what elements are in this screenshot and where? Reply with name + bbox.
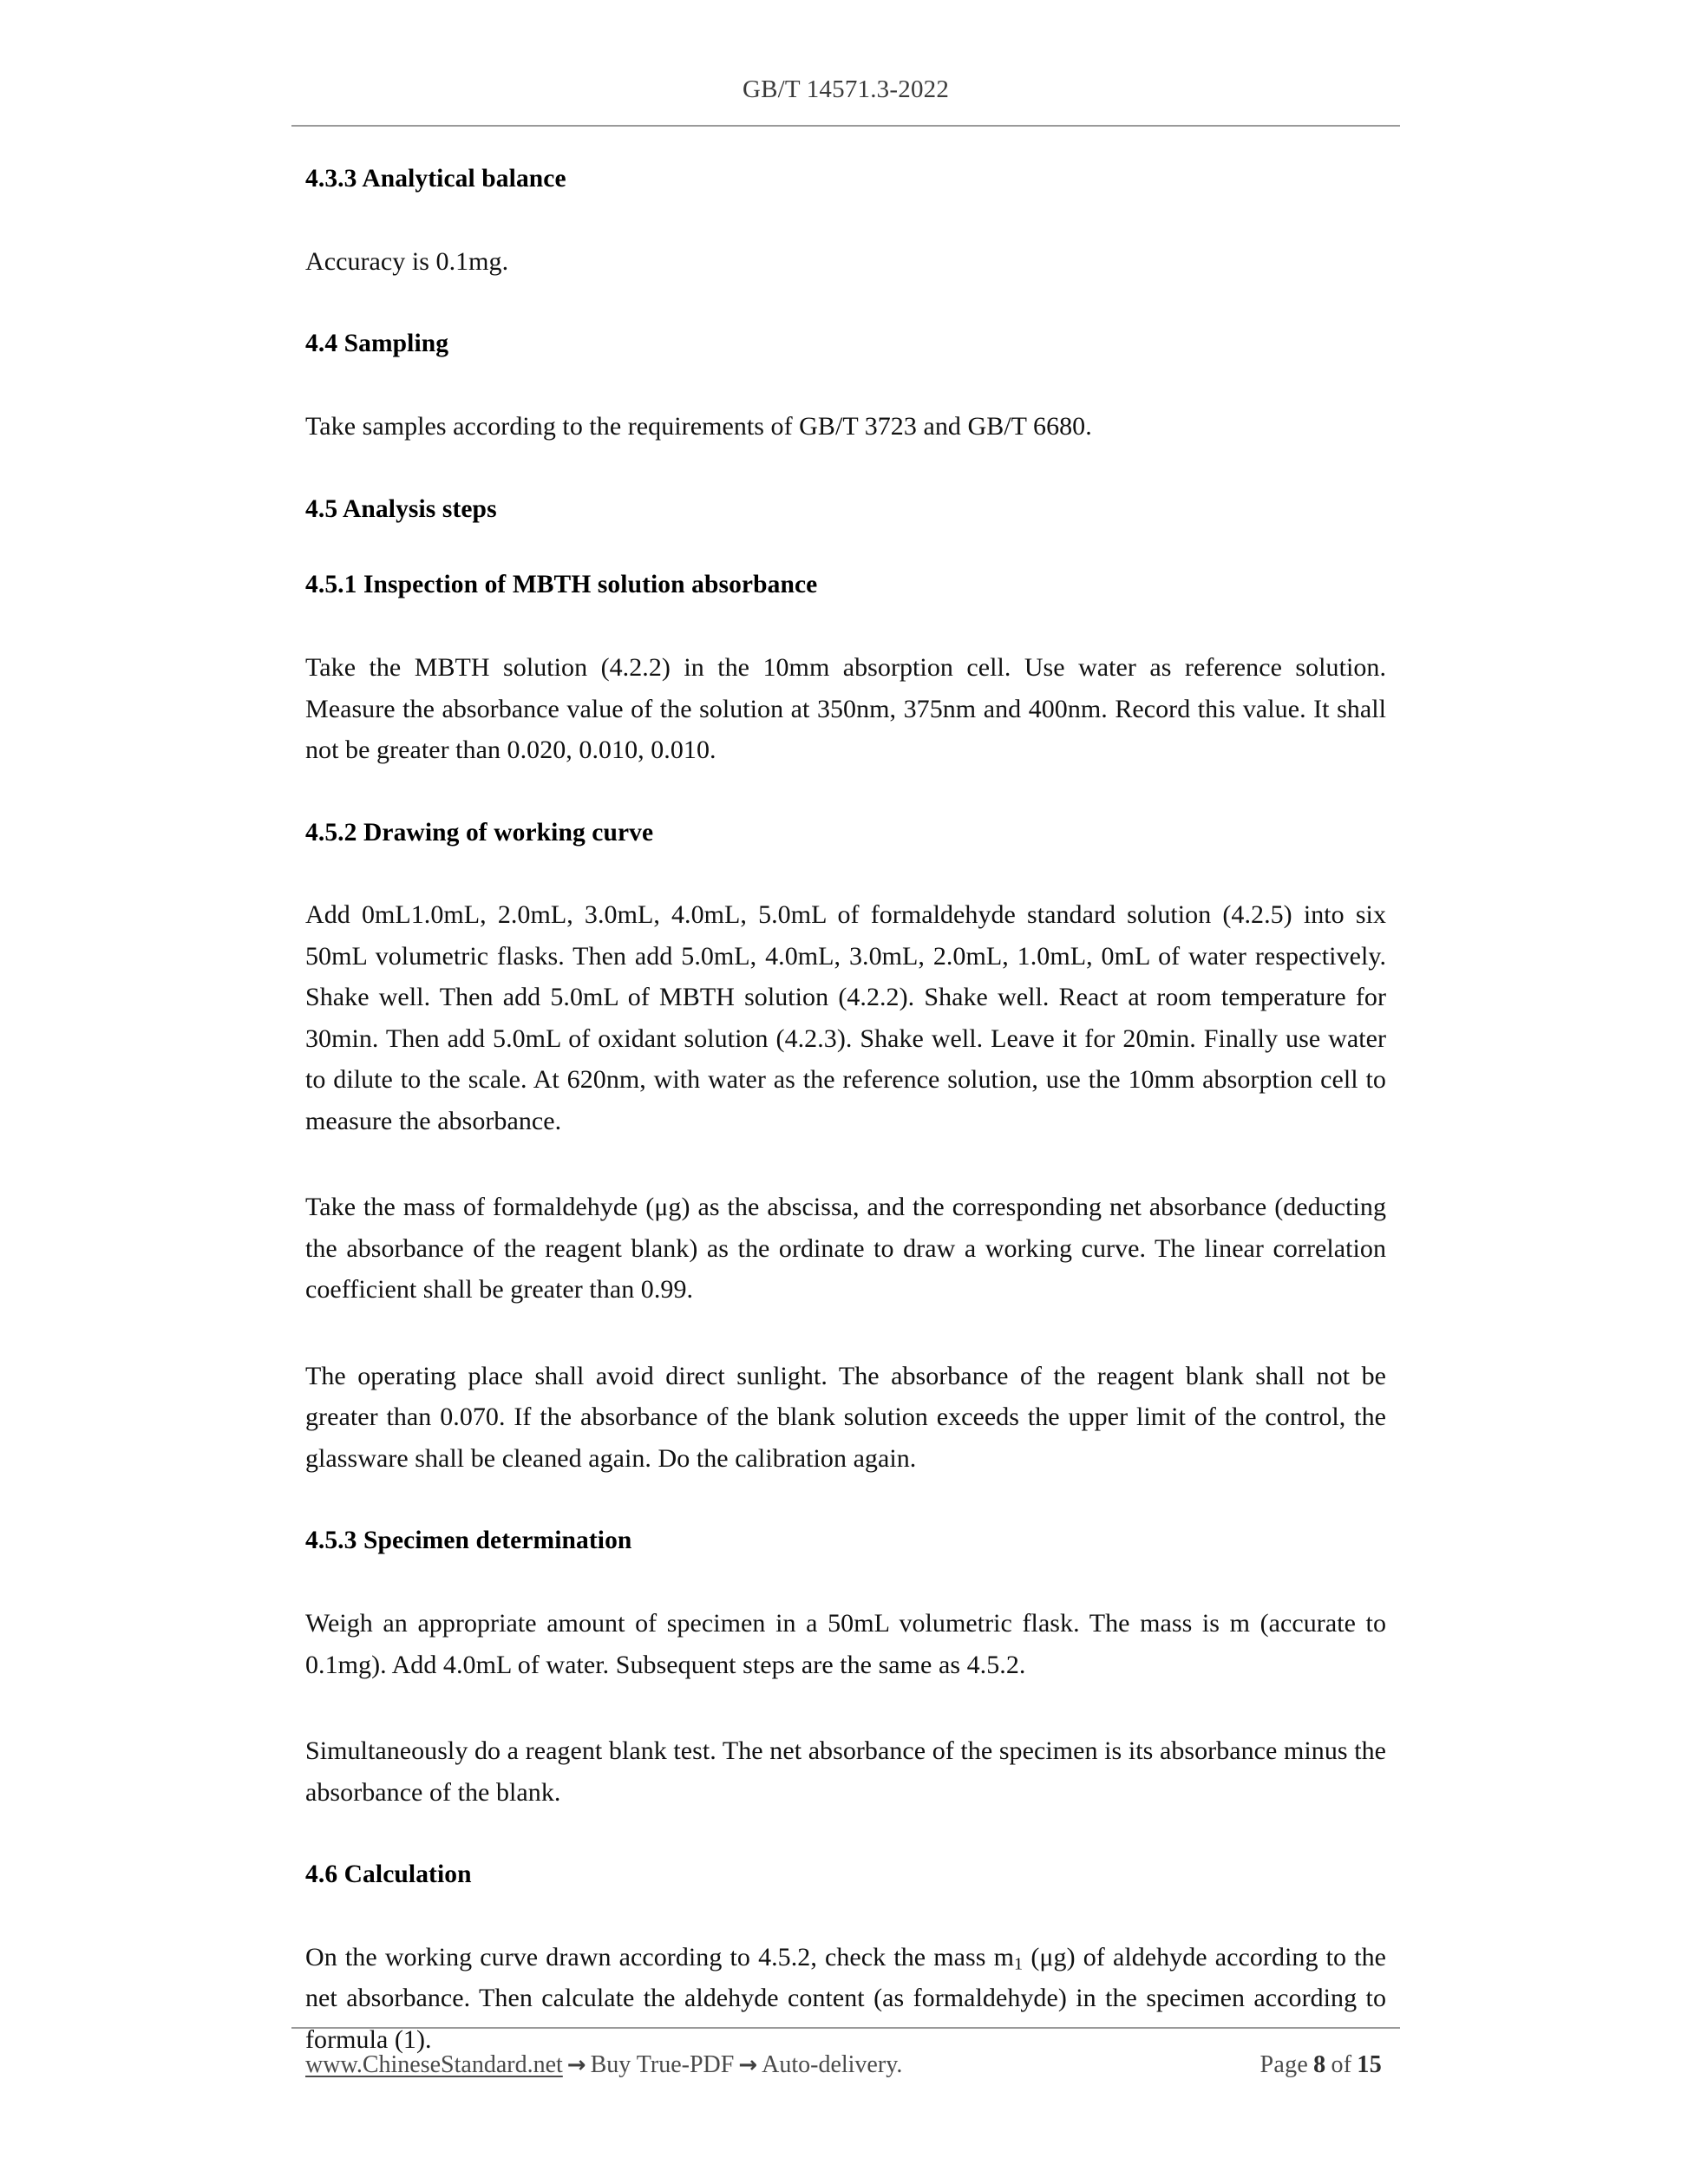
spacer	[305, 361, 1386, 406]
page-header	[305, 75, 1386, 105]
paragraph-axes-definition: Take the mass of formaldehyde (μg) as the abscissa, and the corresponding net absorbance (deducting the absorbance of the reagent blank) as the ordinate to draw a working curve. The linear correlation coefficient shall be greater than 0.99.	[305, 1193, 1386, 1305]
footer-promo-line	[305, 2051, 902, 2079]
total-page-count: 15	[1357, 2051, 1382, 2078]
spacer	[305, 1479, 1386, 1525]
arrow-right-icon: →	[566, 2052, 586, 2078]
section-heading-4-5: 4.5 Analysis steps	[305, 494, 497, 523]
calculation-text-part1: On the working curve drawn according to 4.5.2, check the mass m	[305, 1942, 1014, 1971]
spacer	[305, 849, 1386, 894]
of-label: of	[1331, 2051, 1352, 2078]
spacer	[305, 1141, 1386, 1187]
spacer	[305, 1685, 1386, 1730]
spacer	[305, 771, 1386, 817]
calculation-text-part2: (μg) of aldehyde according to the net absorbance. Then calculate the aldehyde content (as formaldehyde) in the specimen according to formula (1).	[305, 1942, 1386, 2054]
spacer	[305, 526, 1386, 569]
document-body	[305, 163, 1386, 2060]
spacer	[305, 448, 1386, 494]
arrow-right-icon-2: →	[738, 2052, 758, 2078]
footer-divider	[291, 2027, 1400, 2029]
section-heading-4-4: 4.4 Sampling	[305, 330, 449, 358]
spacer	[305, 282, 1386, 328]
page-footer	[305, 2051, 1386, 2089]
footer-promo-delivery: Auto-delivery.	[762, 2051, 903, 2078]
current-page-number: 8	[1313, 2051, 1326, 2078]
header-divider	[291, 125, 1400, 127]
paragraph-mbth-inspection: Take the MBTH solution (4.2.2) in the 10mm absorption cell. Use water as reference solution. Measure the absorbance value of the solution at 350nm, 375nm and 400nm. Record this value. It shall not be greater than 0.020, 0.010, 0.010.	[305, 653, 1386, 764]
standard-number-title: GB/T 14571.3-2022	[742, 75, 950, 103]
paragraph-blank-test: Simultaneously do a reagent blank test. The net absorbance of the specimen is its absorbance minus the absorbance of the blank.	[305, 1736, 1386, 1807]
section-heading-4-3-3: 4.3.3 Analytical balance	[305, 165, 566, 193]
spacer	[305, 196, 1386, 241]
page-label: Page	[1259, 2051, 1309, 2078]
spacer	[305, 602, 1386, 647]
chinesestandard-link[interactable]: www.ChineseStandard.net	[305, 2051, 563, 2078]
page-indicator	[1258, 2051, 1387, 2079]
paragraph-specimen-weighing: Weigh an appropriate amount of specimen in a 50mL volumetric flask. The mass is m (accurate to 0.1mg). Add 4.0mL of water. Subsequent steps are the same as 4.5.2.	[305, 1609, 1386, 1679]
spacer	[305, 1558, 1386, 1603]
paragraph-operating-place: The operating place shall avoid direct sunlight. The absorbance of the reagent blank shall not be greater than 0.070. If the absorbance of the blank solution exceeds the upper limit of the control, the glassware shall be cleaned again. Do the calibration again.	[305, 1361, 1386, 1473]
mass-subscript: 1	[1013, 1954, 1024, 1974]
paragraph-calculation-intro	[305, 1937, 1386, 2061]
section-heading-4-5-2: 4.5.2 Drawing of working curve	[305, 818, 654, 847]
paragraph-sampling: Take samples according to the requirements of GB/T 3723 and GB/T 6680.	[305, 412, 1092, 441]
paragraph-accuracy: Accuracy is 0.1mg.	[305, 246, 509, 276]
section-heading-4-5-3: 4.5.3 Specimen determination	[305, 1527, 632, 1555]
spacer	[305, 1813, 1386, 1859]
paragraph-working-curve-procedure: Add 0mL1.0mL, 2.0mL, 3.0mL, 4.0mL, 5.0mL of formaldehyde standard solution (4.2.5) into six 50mL volumetric flasks. Then add 5.0mL, 4.0mL, 3.0mL, 2.0mL, 1.0mL, 0mL of water respectively. Shake well. Then add 5.0mL of MBTH solution (4.2.2). Shake well. React at room temperature for 30min. Then add 5.0mL of oxidant solution (4.2.3). Shake well. Leave it for 20min. Finally use water to dilute to the scale. At 620nm, with water as the reference solution, use the 10mm absorption cell to measure the absorbance.	[305, 900, 1386, 1135]
section-heading-4-6: 4.6 Calculation	[305, 1860, 472, 1888]
spacer	[305, 1311, 1386, 1356]
footer-promo-buy: Buy True-PDF	[590, 2051, 735, 2078]
spacer	[305, 1892, 1386, 1937]
section-heading-4-5-1: 4.5.1 Inspection of MBTH solution absorbance	[305, 571, 818, 599]
